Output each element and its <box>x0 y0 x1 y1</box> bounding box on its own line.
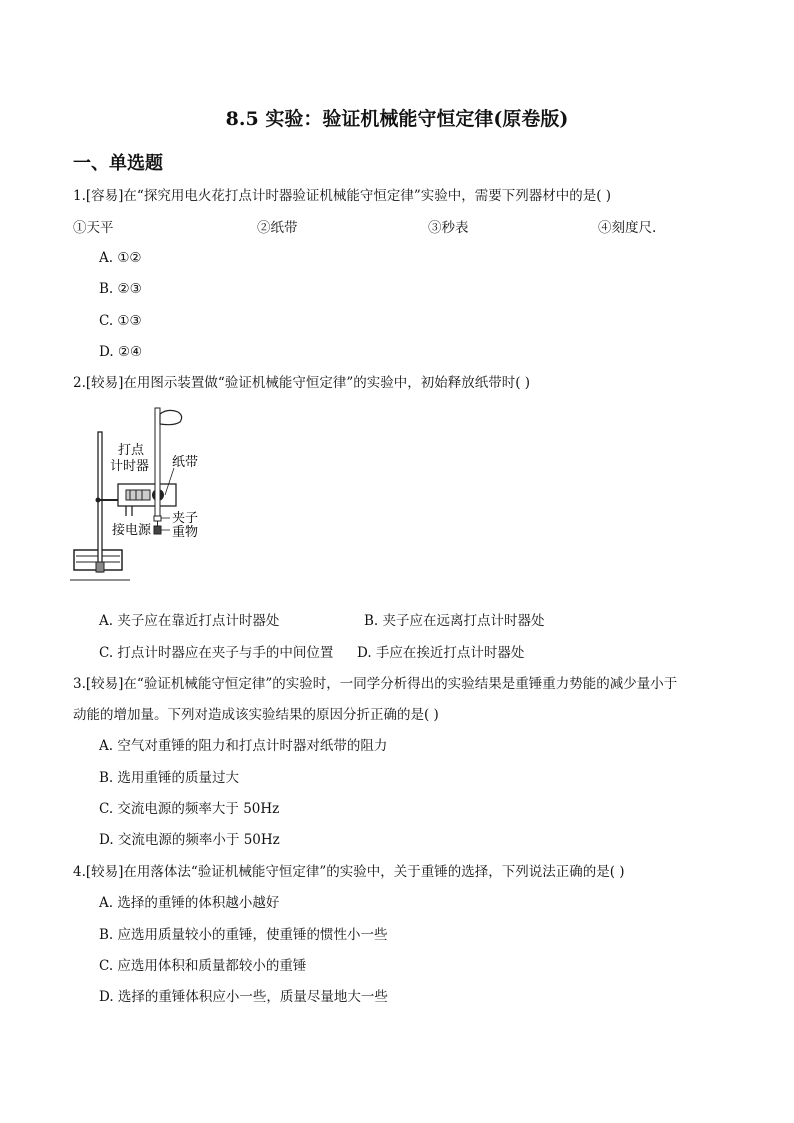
apparatus-diagram <box>70 400 230 600</box>
question-2-text: 2.[较易]在用图示装置做“验证机械能守恒定律”的实验中，初始释放纸带时( ) <box>73 375 531 391</box>
apparatus-figure <box>70 400 230 600</box>
q4-option-a[interactable]: A. 选择的重锤的体积越小越好 <box>99 895 280 911</box>
label-timer-2: 计时器 <box>110 459 150 474</box>
q1-option-a[interactable]: A. ①② <box>99 250 142 266</box>
label-clip: 夹子 <box>172 511 199 526</box>
q4-option-b[interactable]: B. 应选用质量较小的重锤，使重锤的惯性小一些 <box>99 927 388 943</box>
label-paper-tape: 纸带 <box>172 455 199 470</box>
q3-option-c[interactable]: C. 交流电源的频率大于 50Hz <box>99 801 280 817</box>
q4-option-c[interactable]: C. 应选用体积和质量都较小的重锤 <box>99 958 307 974</box>
question-4-text: 4.[较易]在用落体法“验证机械能守恒定律”的实验中，关于重锤的选择，下列说法正确的是( ) <box>73 864 625 880</box>
question-3-text-line-1: 3.[较易]在“验证机械能守恒定律”的实验时，一同学分析得出的实验结果是重锤重力势能的减少量小于 <box>73 676 678 692</box>
q1-option-b[interactable]: B. ②③ <box>99 281 142 297</box>
q1-option-c[interactable]: C. ①③ <box>99 313 142 329</box>
q4-option-d[interactable]: D. 选择的重锤体积应小一些，质量尽量地大一些 <box>99 989 388 1005</box>
question-1-text: 1.[容易]在“探究用电火花打点计时器验证机械能守恒定律”实验中，需要下列器材中的是( ) <box>73 188 612 204</box>
q3-option-d[interactable]: D. 交流电源的频率小于 50Hz <box>99 832 280 848</box>
item-3: ③秒表 <box>428 220 469 236</box>
question-1-items <box>73 216 713 236</box>
item-1: ①天平 <box>73 220 114 236</box>
q2-option-b[interactable]: B. 夹子应在远离打点计时器处 <box>364 613 545 629</box>
q2-option-a[interactable]: A. 夹子应在靠近打点计时器处 <box>99 613 280 629</box>
label-power: 接电源 <box>112 523 152 538</box>
q3-option-a[interactable]: A. 空气对重锤的阻力和打点计时器对纸带的阻力 <box>99 738 388 754</box>
label-timer-1: 打点 <box>118 443 145 458</box>
item-4: ④刻度尺. <box>598 220 657 236</box>
q2-option-d[interactable]: D. 手应在挨近打点计时器处 <box>357 645 525 661</box>
label-weight: 重物 <box>172 525 199 540</box>
section-heading: 一、单选题 <box>73 153 163 174</box>
item-2: ②纸带 <box>257 220 298 236</box>
q2-option-c[interactable]: C. 打点计时器应在夹子与手的中间位置 <box>99 645 334 661</box>
page-title: 8.5 实验：验证机械能守恒定律(原卷版) <box>225 108 569 130</box>
question-3-text-line-2: 动能的增加量。下列对造成该实验结果的原因分折正确的是( ) <box>73 707 439 723</box>
q1-option-d[interactable]: D. ②④ <box>99 344 143 360</box>
q3-option-b[interactable]: B. 选用重锤的质量过大 <box>99 770 240 786</box>
